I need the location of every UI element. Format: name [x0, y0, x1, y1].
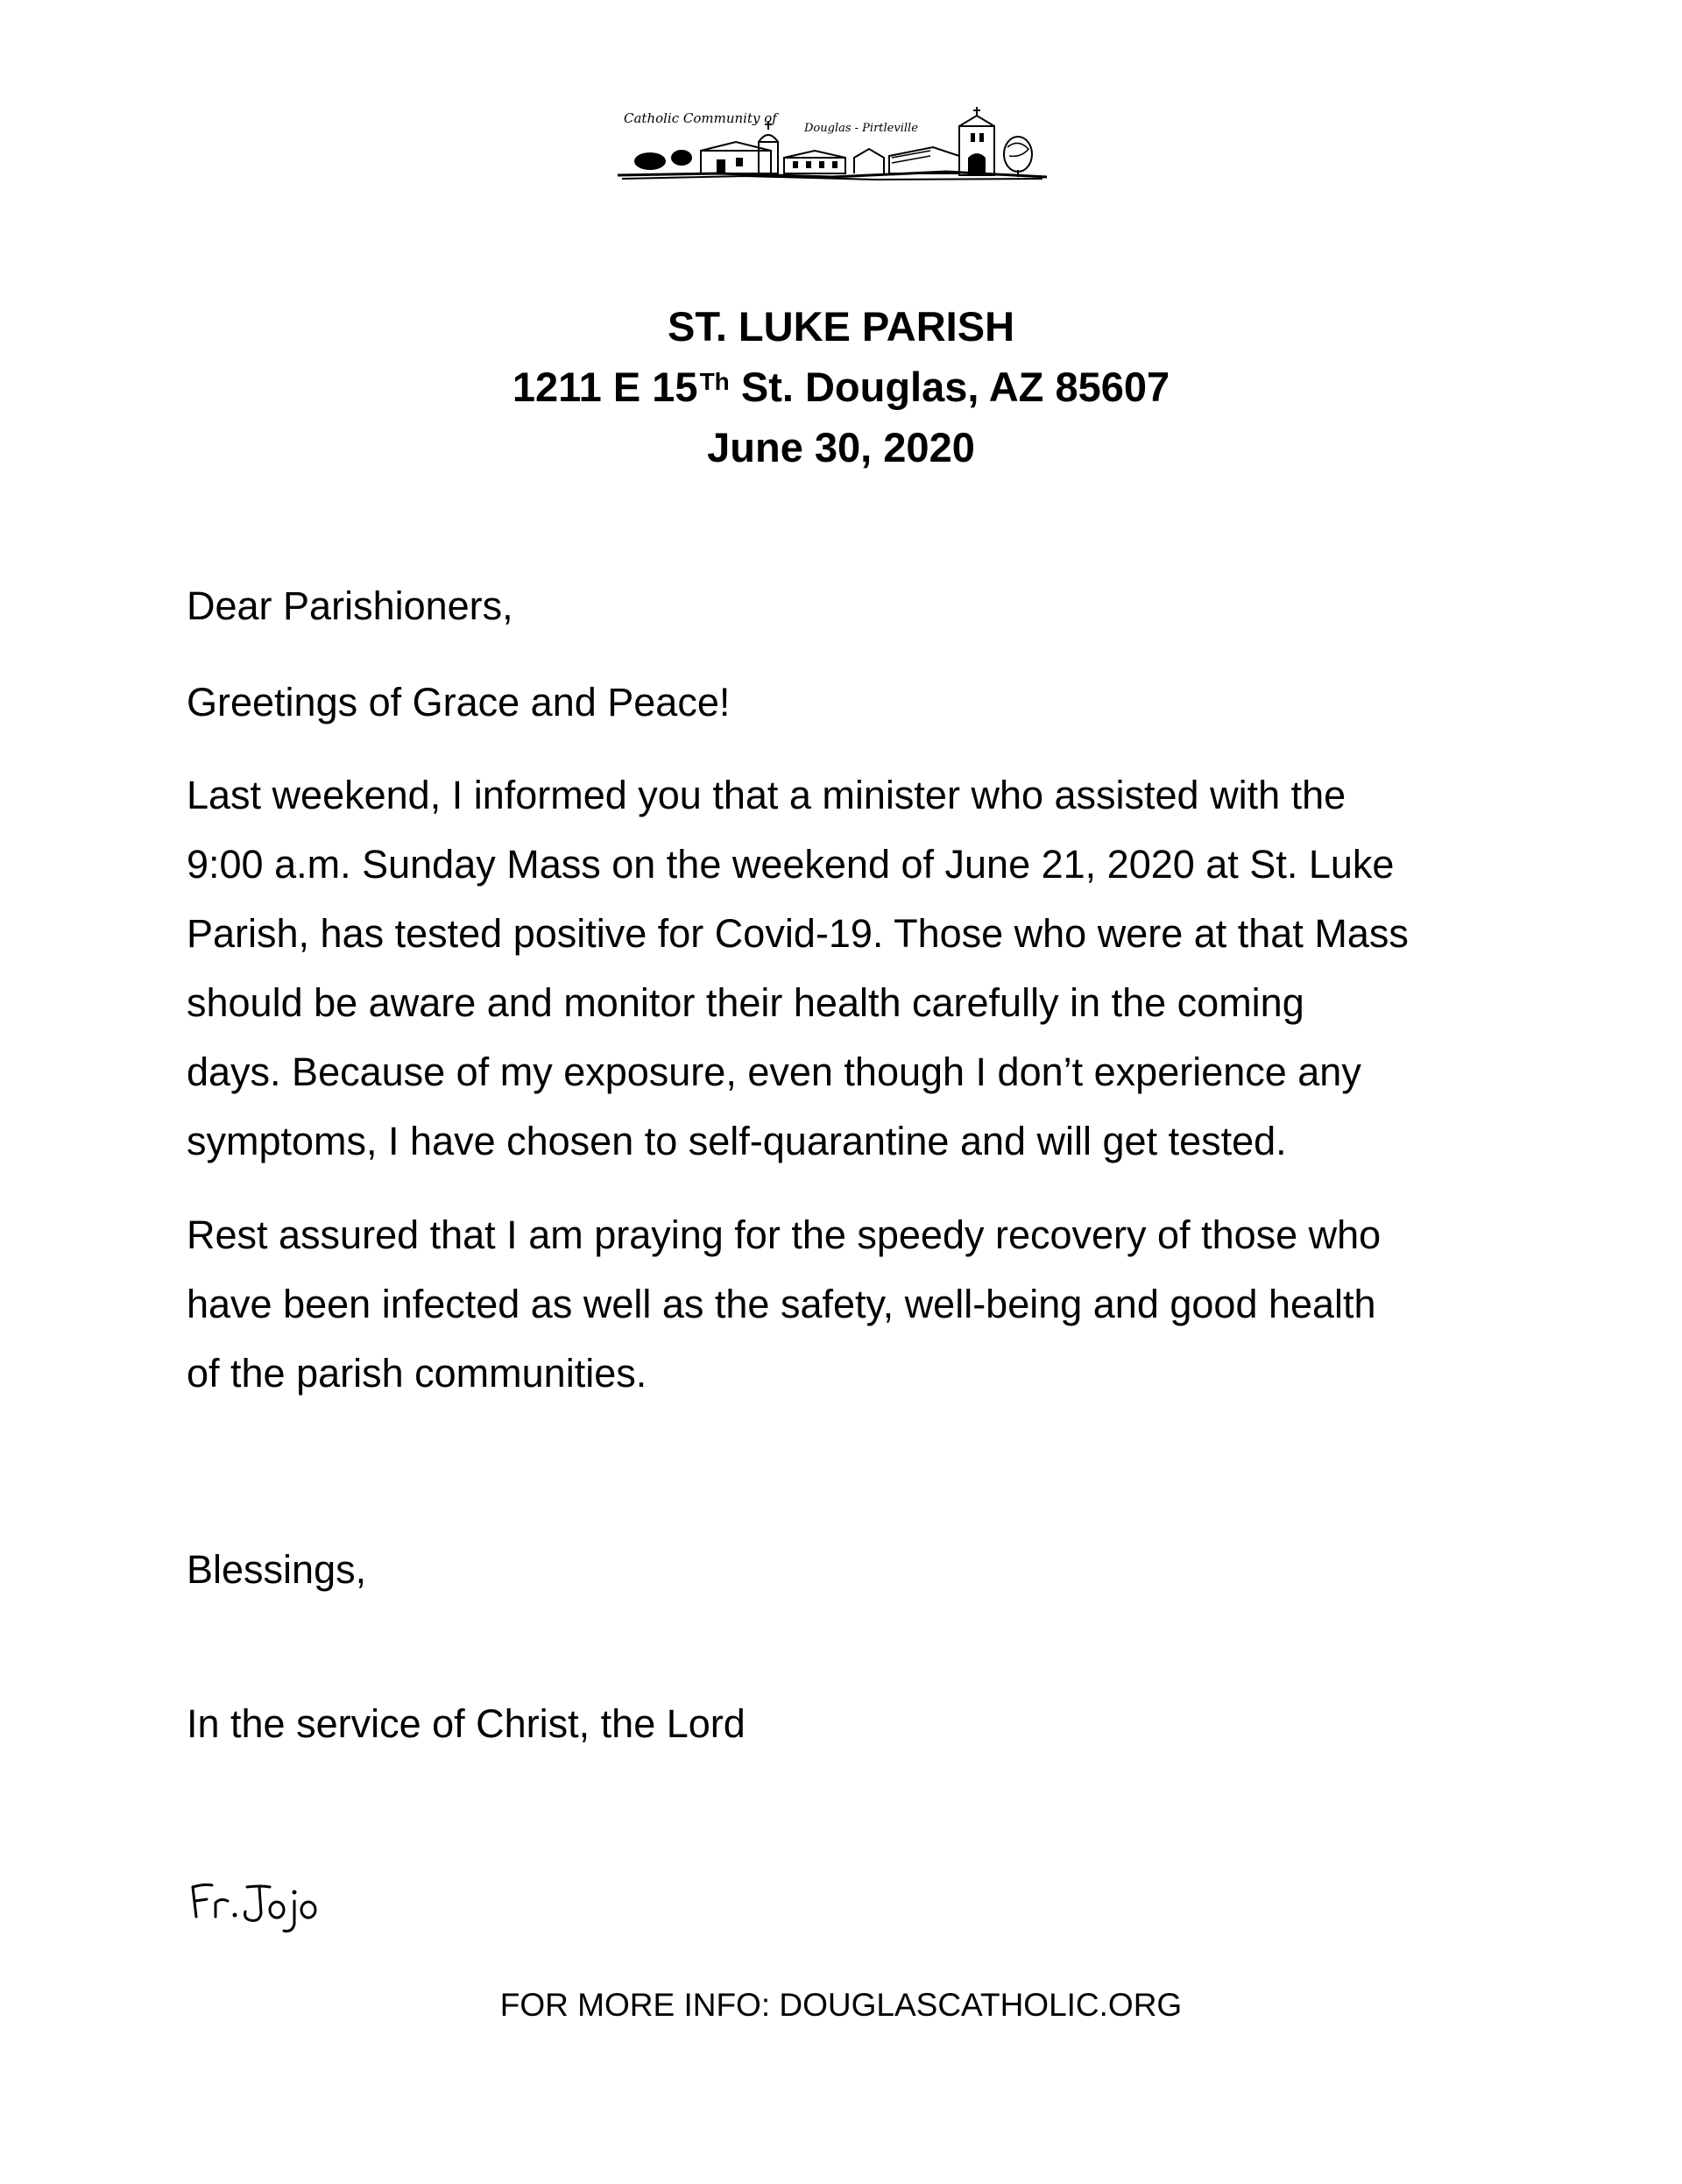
paragraph-line: should be aware and monitor their health carefully in the coming — [187, 980, 1304, 1025]
paragraph-line: 9:00 a.m. Sunday Mass on the weekend of June 21, 2020 at St. Luke — [187, 842, 1395, 887]
paragraph-covid-notice — [187, 760, 1588, 1176]
paragraph-line: days. Because of my exposure, even though I don’t experience any — [187, 1050, 1361, 1094]
parish-name: ST. LUKE PARISH — [667, 303, 1015, 350]
paragraph-line: have been infected as well as the safety, well-being and good health — [187, 1282, 1376, 1326]
address-superscript: Th — [699, 368, 730, 395]
salutation: Dear Parishioners, — [187, 583, 513, 628]
letter-date: June 30, 2020 — [707, 424, 975, 470]
paragraph-line: Parish, has tested positive for Covid-19. Those who were at that Mass — [187, 911, 1409, 956]
parish-logo — [613, 103, 1051, 191]
logo-text-left: Catholic Community of — [624, 110, 777, 126]
paragraph-line: Rest assured that I am praying for the speedy recovery of those who — [187, 1212, 1382, 1257]
parish-address — [0, 357, 1682, 417]
letter-header — [0, 296, 1682, 477]
address-part2: St. Douglas, AZ 85607 — [729, 364, 1170, 410]
signature-icon — [186, 1875, 343, 1936]
closing-line: In the service of Christ, the Lord — [187, 1701, 746, 1746]
blessings: Blessings, — [187, 1547, 367, 1592]
paragraph-prayer — [187, 1200, 1588, 1408]
footer-info: FOR MORE INFO: DOUGLASCATHOLIC.ORG — [499, 1987, 1183, 2023]
paragraph-line: Last weekend, I informed you that a minister who assisted with the — [187, 773, 1346, 817]
churches-sketch-icon — [613, 103, 1051, 191]
greeting: Greetings of Grace and Peace! — [187, 680, 731, 724]
address-part1: 1211 E 15 — [512, 364, 698, 410]
paragraph-line: of the parish communities. — [187, 1351, 647, 1396]
handwritten-signature — [186, 1875, 343, 1936]
logo-text-right: Douglas - Pirtleville — [804, 122, 918, 135]
paragraph-line: symptoms, I have chosen to self-quarantine and will get tested. — [187, 1119, 1287, 1163]
